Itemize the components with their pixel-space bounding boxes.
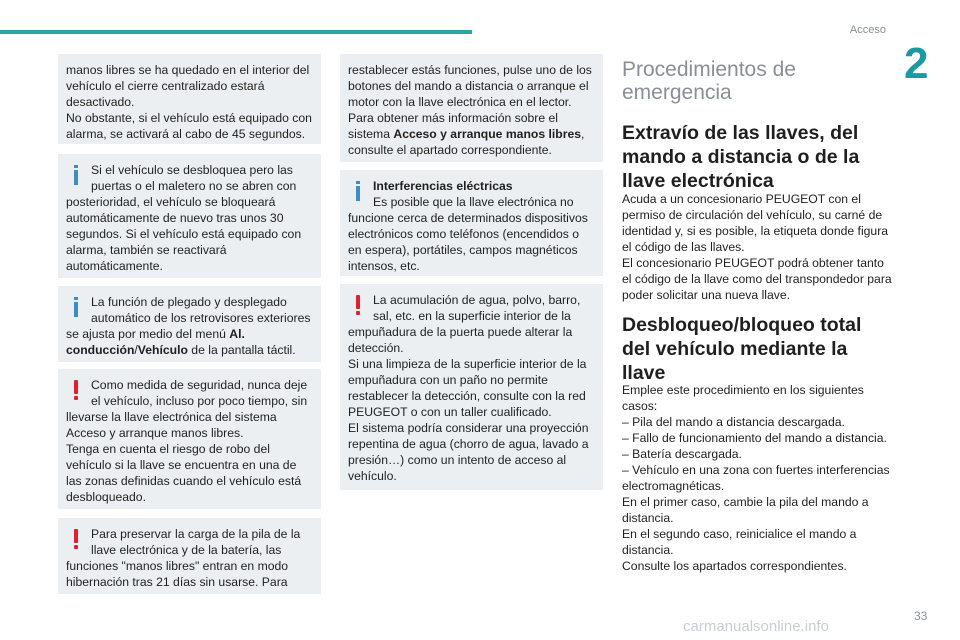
warning-icon <box>69 380 83 400</box>
section-heading: Procedimientos de emergencia <box>622 58 796 104</box>
note-box-1 <box>58 54 321 144</box>
warning-box-handle <box>340 284 603 490</box>
note-lead: La acumulación de agua, polvo, barro, sal, etc. en la superficie interior de la <box>373 293 581 323</box>
system-name: Acceso y arranque manos libres <box>393 127 582 141</box>
info-icon <box>69 165 83 185</box>
info-icon <box>351 181 365 201</box>
note-lead: Para preservar la carga de la pila de la llave electrónica y de la batería, las <box>91 527 301 557</box>
info-box-2 <box>58 286 321 362</box>
menu-name-vehiculo: Vehículo <box>137 343 188 357</box>
section-title: Acceso <box>849 24 886 36</box>
watermark: carmanualsonline.info <box>683 618 829 635</box>
info-box-interference <box>340 170 603 276</box>
info-icon <box>69 297 83 317</box>
note-text: empuñadura de la puerta puede alterar la detección. Si una limpieza de la superficie interior de la empuñadura con un paño no permite restablecer la detección, consulte con la red PEUGEOT o con un taller cualificado. El sistema podría considerar una proyección repentina de agua (chorro de agua, lavado a presión…) como un intento de acceso al vehículo. <box>348 325 589 483</box>
note-lead: Como medida de seguridad, nunca deje el vehículo, incluso por poco tiempo, sin <box>91 378 308 408</box>
subheading-lost-keys: Extravío de las llaves, del mando a distancia o de la llave electrónica <box>622 122 860 192</box>
header-accent-bar <box>0 30 472 34</box>
note-text: posterioridad, el vehículo se bloqueará automáticamente de nuevo tras unos 30 segundos. Si el vehículo está equipado con alarma, también se reactivará automáticamente. <box>66 195 302 273</box>
body-lost-keys: Acuda a un concesionario PEUGEOT con el permiso de circulación del vehículo, su carné de identidad y, si es posible, la etiqueta donde figura el código de las llaves. El concesionario PEUGEOT podrá obtener tanto el código de la llave como del transpondedor para poder solicitar una nueva llave. <box>622 192 892 302</box>
info-box-1 <box>58 154 321 278</box>
chapter-number: 2 <box>904 39 929 88</box>
note-text: manos libres se ha quedado en el interior del vehículo el cierre centralizado estará desactivado. No obstante, si el vehículo está equipado con alarma, se activará al cabo de 45 segundos. <box>66 63 312 141</box>
warning-icon <box>69 529 83 549</box>
note-text: funciones "manos libres" entran en modo hibernación tras 21 días sin usarse. Para <box>66 559 289 589</box>
note-text: restablecer estás funciones, pulse uno de los botones del mando a distancia o arranque el motor con la llave electrónica en el lector. Para obtener más información sobre el sistema Acceso y arranque manos libres, consulte el apartado correspondiente. <box>348 63 592 157</box>
warning-icon <box>351 295 365 315</box>
note-lead: Es posible que la llave electrónica no <box>373 195 574 209</box>
note-box-continued <box>340 54 603 162</box>
note-text: llevarse la llave electrónica del sistema Acceso y arranque manos libres. Tenga en cuenta el riesgo de robo del vehículo si la llave se encuentra en una de las zonas definidas cuando el vehículo está desbloqueado. <box>66 410 302 504</box>
note-text: se ajusta por medio del menú Al. conducción/Vehículo de la pantalla táctil. <box>66 327 296 357</box>
note-lead: La función de plegado y desplegado automático de los retrovisores exteriores <box>91 295 311 325</box>
body-key-unlock: Emplee este procedimiento en los siguientes casos: – Pila del mando a distancia descargada. – Fallo de funcionamiento del mando a distancia. – Batería descargada. – Vehículo en una zona con fuertes interferencias electromagnéticas. En el primer caso, cambie la pila del mando a distancia. En el segundo caso, reinicialice el mando a distancia. Consulte los apartados correspondientes. <box>622 383 890 573</box>
note-lead: Si el vehículo se desbloquea pero las puertas o el maletero no se abren con <box>91 163 297 193</box>
note-title: Interferencias eléctricas <box>373 179 513 193</box>
note-text: funcione cerca de determinados dispositivos electrónicos como teléfonos (encendidos o en espera), portátiles, campos magnéticos intensos, etc. <box>348 211 588 273</box>
page-number: 33 <box>914 609 928 623</box>
subheading-key-unlock: Desbloqueo/bloqueo total del vehículo mediante la llave <box>622 314 862 384</box>
menu-name-conduccion: Al. conducción <box>66 327 245 357</box>
warning-box-2 <box>58 518 321 594</box>
warning-box-1 <box>58 369 321 509</box>
